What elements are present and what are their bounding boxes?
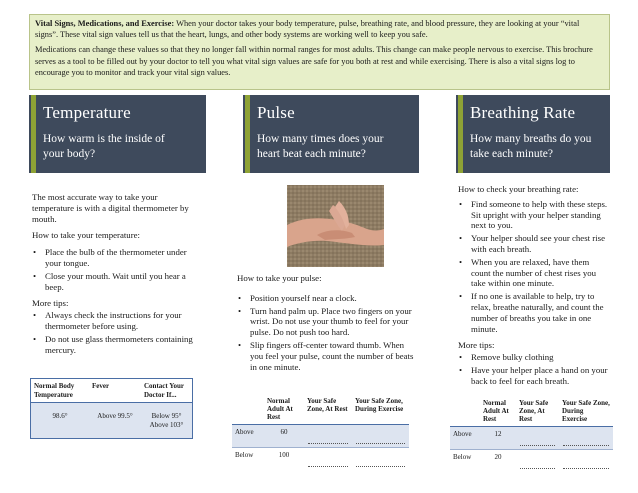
table-cell: Above [232, 424, 264, 447]
temperature-tips-heading: More tips: [32, 298, 69, 309]
intro-lead-text: When your doctor takes your body temperature, pulse, breathing rate, and blood pressure, they are looking at your “vital signs”. These vital sign values tell us that the heart, lungs, and other body systems are working well to keep you safe. [35, 19, 580, 40]
list-item: • Close your mouth. Wait until you hear a beep. [32, 271, 194, 293]
temperature-tips-list [32, 310, 194, 355]
intro-box [29, 14, 610, 90]
table-cell [141, 403, 193, 439]
list-item: • Turn hand palm up. Place two fingers on your wrist. Do not use your thumb to feel for your pulse. Do not push too hard. [237, 306, 415, 338]
table-cell: Below [453, 452, 472, 461]
temperature-content [32, 192, 194, 361]
header-accent-bar [245, 95, 250, 173]
temperature-table [30, 378, 193, 439]
table-header: Your Safe Zone, At Rest [516, 397, 559, 426]
temperature-how-heading: How to take your temperature: [32, 230, 140, 241]
list-item: • Your helper should see your chest rise with each breath. [458, 233, 610, 255]
pulse-subtitle: How many times does your heart beat each minute? [257, 133, 384, 160]
temperature-intro-text: The most accurate way to take your temperature is with a digital thermometer by mouth. [32, 192, 189, 224]
table-cell: Above 99.5° [89, 403, 141, 439]
table-header [450, 397, 480, 426]
contact-below-value: Below 95° [151, 412, 182, 420]
table-cell: 12 [480, 426, 516, 449]
table-header: Your Safe Zone, During Exercise [352, 395, 409, 424]
breathing-header [456, 95, 610, 173]
fill-in-blank[interactable] [559, 426, 613, 449]
pulse-how-heading: How to take your pulse: [237, 273, 322, 283]
table-cell: Below [235, 450, 254, 459]
intro-lead-bold: Vital Signs, Medications, and Exercise: [35, 19, 175, 28]
table-row [450, 426, 613, 449]
table-cell: 98.6° [31, 403, 90, 439]
table-cell: Above [450, 426, 480, 449]
pulse-title: Pulse [257, 103, 295, 122]
list-item: • Position yourself near a clock. [237, 293, 415, 304]
fill-in-blank[interactable] [516, 449, 559, 472]
fill-in-blank[interactable] [352, 424, 409, 447]
breathing-table [450, 397, 613, 472]
breathing-how-list [458, 199, 610, 335]
contact-above-value: Above 103° [149, 420, 184, 429]
list-item: • When you are relaxed, have them count the number of chest rises you take within one minute. [458, 257, 610, 289]
header-accent-bar [458, 95, 463, 173]
table-header: Your Safe Zone, At Rest [304, 395, 352, 424]
table-header: Fever [89, 379, 141, 403]
intro-paragraph-1 [35, 18, 604, 40]
list-item: • Always check the instructions for your thermometer before using. [32, 310, 194, 332]
table-header: Normal Body Temperature [31, 379, 90, 403]
table-header [232, 395, 264, 424]
table-header: Normal Adult At Rest [264, 395, 304, 424]
temperature-subtitle: How warm is the inside of your body? [43, 133, 165, 160]
temperature-how-list [32, 247, 194, 292]
fill-in-blank[interactable] [304, 447, 352, 470]
temperature-header [29, 95, 206, 173]
table-header: Contact Your Doctor If... [141, 379, 193, 403]
list-item: • Place the bulb of the thermometer under your tongue. [32, 247, 194, 269]
table-header: Normal Adult At Rest [480, 397, 516, 426]
list-item: • Have your helper place a hand on your back to feel for each breath. [458, 365, 610, 387]
table-row [232, 447, 409, 470]
pulse-header [243, 95, 419, 173]
breathing-tips-heading: More tips: [458, 340, 495, 351]
list-item: • Slip fingers off-center toward thumb. When you feel your pulse, count the number of beats in one minute. [237, 340, 415, 372]
pulse-content [237, 273, 415, 378]
table-cell: 20 [494, 452, 502, 461]
fill-in-blank[interactable] [559, 449, 613, 472]
table-cell: 60 [264, 424, 304, 447]
breathing-content [458, 184, 610, 393]
fill-in-blank[interactable] [304, 424, 352, 447]
temperature-title: Temperature [43, 103, 131, 122]
pulse-how-list [237, 293, 415, 373]
list-item: • Do not use glass thermometers containing mercury. [32, 334, 194, 356]
header-accent-bar [31, 95, 36, 173]
table-row [450, 449, 613, 472]
breathing-subtitle: How many breaths do you take each minute? [470, 133, 592, 160]
intro-paragraph-2: Medications can change these values so that they no longer fall within normal ranges for most adults. This change can make people nervous to exercise. This brochure serves as a tool to be filled out by your doctor to tell you what vital sign values are safe for you both at rest and while exercising. There is also a vital signs log to encourage you to monitor and track your vital sign values. [35, 45, 593, 77]
list-item: • If no one is available to help, try to relax, breathe naturally, and count the number of breaths you take in one minute. [458, 291, 610, 334]
pulse-table [232, 395, 409, 470]
breathing-how-heading: How to check your breathing rate: [458, 184, 579, 194]
list-item: • Remove bulky clothing [458, 352, 610, 363]
list-item: • Find someone to help with these steps. Sit upright with your helper standing next to you. [458, 199, 610, 231]
breathing-title: Breathing Rate [470, 103, 576, 122]
breathing-tips-list [458, 352, 610, 386]
fill-in-blank[interactable] [352, 447, 409, 470]
table-row [31, 403, 193, 439]
fill-in-blank[interactable] [516, 426, 559, 449]
table-header: Your Safe Zone, During Exercise [559, 397, 613, 426]
table-row [232, 424, 409, 447]
pulse-photo [287, 185, 384, 267]
table-cell: 100 [278, 450, 290, 459]
